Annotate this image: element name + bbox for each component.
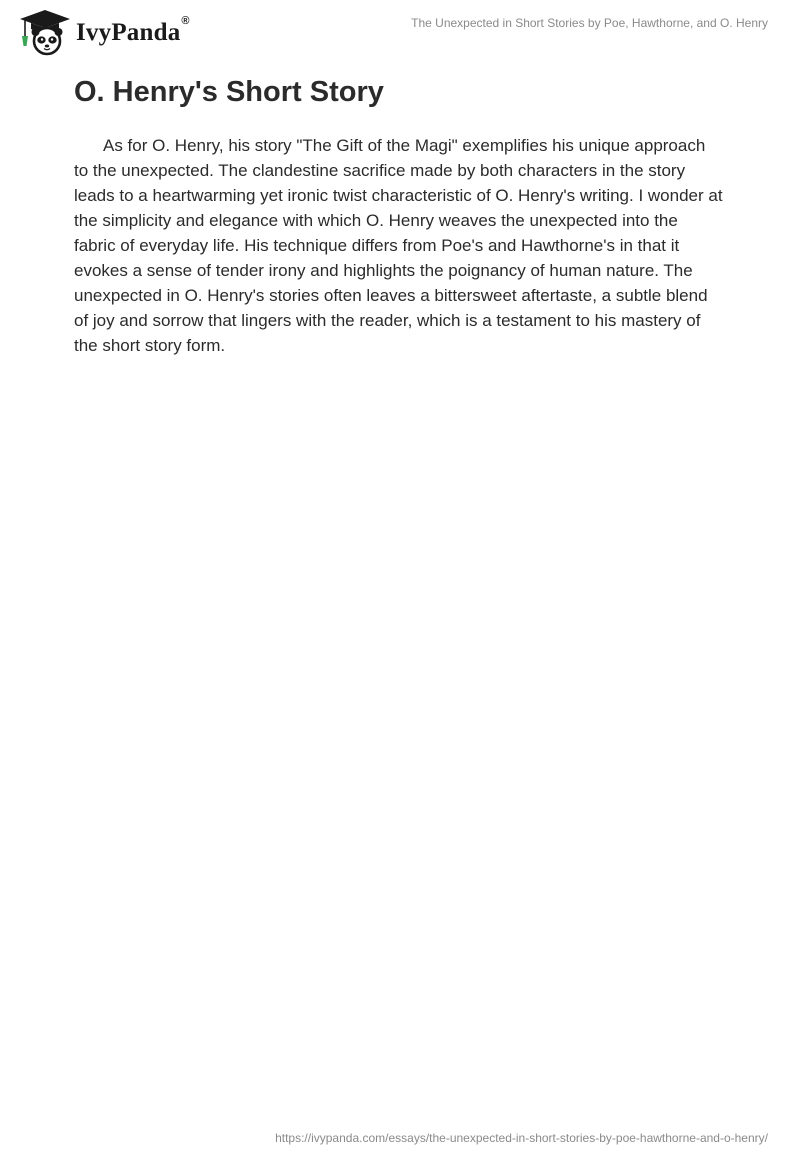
logo-text: IvyPanda <box>76 19 181 46</box>
panda-graduate-icon <box>16 8 74 56</box>
body-paragraph: As for O. Henry, his story "The Gift of the Magi" exemplifies his unique approach to the unexpected. The clandestine sacrifice made by both characters in the story leads to a heartwarming yet ironic twist characteristic of O. Henry's writing. I wonder at the simplicity and elegance with which O. Henry weaves the unexpected into the fabric of everyday life. His technique differs from Poe's and Hawthorne's in that it evokes a sense of tender irony and highlights the poignancy of human nature. The unexpected in O. Henry's stories often leaves a bittersweet aftertaste, a subtle blend of joy and sorrow that lingers with the reader, which is a testament to his mastery of the short story form. <box>74 136 723 355</box>
document-title: The Unexpected in Short Stories by Poe, Hawthorne, and O. Henry <box>411 16 768 30</box>
page-header <box>0 0 800 64</box>
section-heading: O. Henry's Short Story <box>74 76 384 108</box>
registered-mark: ® <box>181 15 190 27</box>
source-url[interactable]: https://ivypanda.com/essays/the-unexpected-in-short-stories-by-poe-hawthorne-and-o-henry/ <box>275 1131 768 1145</box>
ivypanda-logo[interactable] <box>16 8 190 56</box>
